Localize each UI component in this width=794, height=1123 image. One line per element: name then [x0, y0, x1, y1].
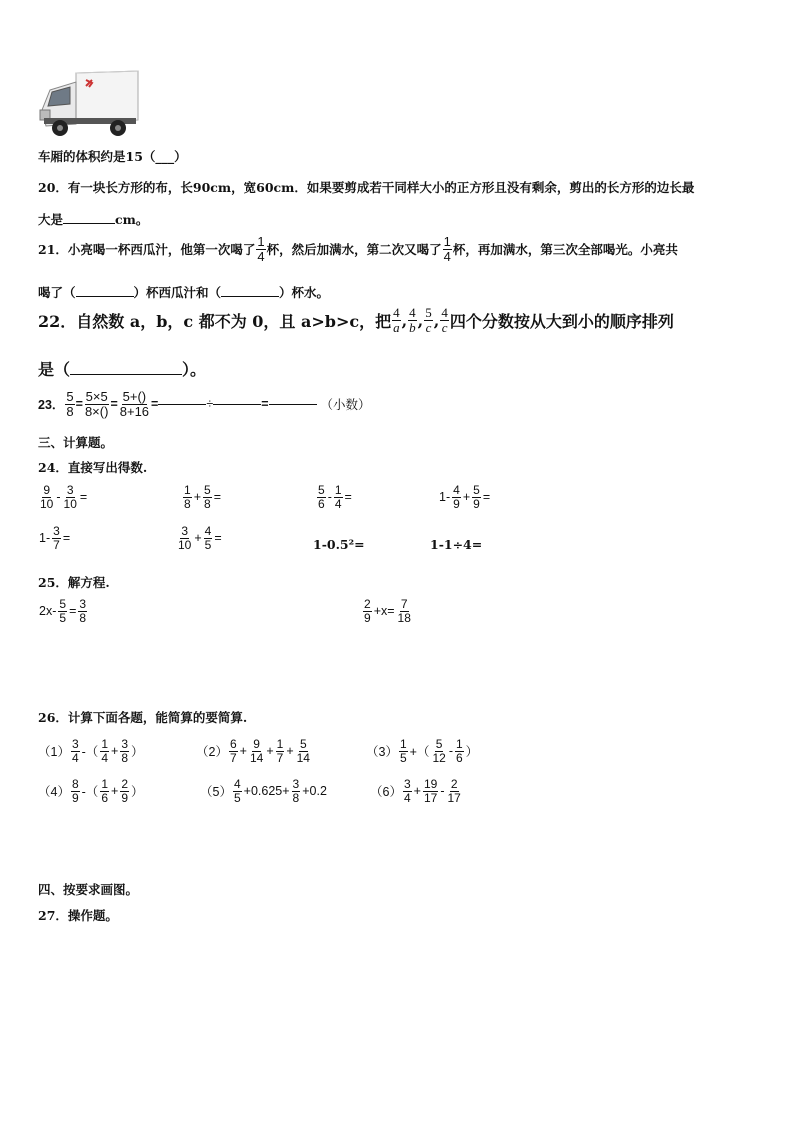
fraction: [249, 738, 264, 764]
numerator: 3: [292, 777, 300, 791]
operator: +: [194, 531, 202, 546]
fraction: [100, 778, 109, 804]
denominator: 8: [121, 750, 128, 765]
fraction: [440, 306, 449, 334]
operator: +（: [409, 745, 430, 760]
item-label: （5）: [200, 785, 232, 800]
denominator: 4: [334, 496, 342, 511]
q23-blank-1[interactable]: [158, 404, 206, 405]
numerator: 5: [425, 305, 432, 320]
numerator: 5: [435, 737, 443, 751]
fraction: [296, 738, 311, 764]
numerator: 1: [276, 737, 284, 751]
numerator: 5: [318, 483, 325, 497]
fraction: [78, 598, 87, 624]
denominator: 9: [71, 790, 79, 805]
numerator: 19: [423, 777, 438, 791]
numerator: 9: [253, 737, 260, 751]
fraction: [276, 738, 285, 764]
denominator: a: [393, 319, 400, 335]
q25-equation: [362, 598, 413, 624]
denominator: 7: [229, 750, 237, 765]
operator: =: [214, 531, 222, 546]
q24-expr: 1-0.5²=: [313, 537, 365, 552]
numerator: 1: [455, 737, 463, 751]
q26-item: [196, 738, 312, 764]
denominator: 4: [71, 750, 79, 765]
numerator: 2: [450, 777, 458, 791]
numerator: 4: [233, 777, 241, 791]
q26-item: [366, 738, 479, 764]
item-label: （6）: [370, 785, 402, 800]
fraction: [120, 778, 129, 804]
operator: =: [79, 490, 88, 505]
numerator: 4: [453, 483, 460, 497]
fraction: [392, 306, 401, 334]
denominator: 10: [178, 537, 192, 552]
denominator: 9: [121, 790, 128, 805]
denominator: c: [425, 319, 432, 335]
operator: +: [286, 744, 294, 759]
numerator: 8: [71, 777, 79, 791]
operator: =: [62, 531, 71, 546]
denominator: 8: [184, 496, 191, 511]
numerator: 1: [101, 737, 108, 751]
numerator: 3: [66, 483, 74, 497]
fraction: [408, 306, 417, 334]
q20-blank[interactable]: [63, 223, 115, 224]
q26-item: [38, 738, 145, 764]
operator: 2x-: [39, 604, 57, 619]
numerator: 5: [204, 483, 211, 497]
fraction: [472, 484, 481, 510]
numerator: 5: [473, 483, 480, 497]
fraction: [424, 306, 433, 334]
fraction: [452, 484, 461, 510]
q22-line1: 22．自然数 a，b，c 都不为 0，且 a>b>c，把 $\frac{4}{a}$ , $\frac{4}{b}$ , $\frac{5}{c}$ , $\frac{4}{c}$ 四个分数按从大到小的顺序排列: [38, 305, 674, 335]
denominator: 5: [399, 750, 407, 765]
operator: -: [56, 490, 61, 505]
q22-blank[interactable]: [70, 374, 182, 375]
item-label: （1）: [38, 745, 70, 760]
denominator: 7: [276, 750, 284, 765]
q25-title: 25．解方程.: [38, 575, 110, 590]
fraction: [58, 598, 67, 624]
fraction: [363, 598, 372, 624]
denominator: 9: [473, 496, 480, 511]
denominator: 7: [53, 537, 60, 552]
numerator: 3: [71, 737, 79, 751]
denominator: 17: [423, 790, 438, 805]
fraction: $\frac{1}{4}$: [257, 234, 265, 264]
fraction: [399, 738, 408, 764]
numerator: 9: [43, 483, 51, 497]
q24-expr: [38, 525, 71, 551]
q26-title: 26．计算下面各题，能简算的要简算.: [38, 710, 248, 725]
fraction: [233, 778, 242, 804]
q20-line1: 20．有一块长方形的布，长90cm，宽60cm．如果要剪成若干同样大小的正方形且没有剩余，剪出的长方形的边长最: [38, 180, 695, 195]
fraction: [39, 484, 54, 510]
denominator: 5: [204, 537, 212, 552]
operator: -: [448, 744, 453, 759]
numerator: 3: [181, 524, 189, 538]
numerator: 1: [101, 777, 108, 791]
numerator: 3: [53, 524, 60, 538]
operator: =: [213, 490, 221, 505]
operator: +0.2: [302, 784, 327, 799]
numerator: 6: [229, 737, 237, 751]
numerator: 3: [403, 777, 411, 791]
q24-expr: [316, 484, 353, 510]
denominator: 8: [79, 610, 87, 625]
denominator: 4: [403, 790, 411, 805]
operator: 1-: [439, 490, 451, 505]
operator: ）: [131, 745, 144, 760]
operator: =: [482, 490, 491, 505]
denominator: b: [409, 319, 416, 335]
q25-equation: [38, 598, 88, 624]
fraction: [403, 778, 412, 804]
operator: -: [327, 490, 332, 505]
item-label: （2）: [196, 745, 228, 760]
separator: ,: [433, 310, 440, 330]
numerator: 5: [59, 597, 67, 611]
denominator: 8: [292, 790, 300, 805]
q22-line2: 是（ ）。: [38, 360, 207, 379]
denominator: 14: [296, 750, 310, 765]
q23-blank-3[interactable]: [269, 404, 317, 405]
numerator: 1: [399, 737, 407, 751]
fraction: [183, 484, 192, 510]
denominator: 4: [101, 750, 108, 765]
denominator: 10: [40, 496, 54, 511]
operator: +0.625+: [243, 784, 290, 799]
operator: -: [440, 784, 445, 799]
section-4-title: 四、按要求画图。: [38, 882, 139, 897]
denominator: 9: [453, 496, 460, 511]
operator: +: [111, 784, 119, 799]
denominator: 18: [397, 610, 411, 625]
q26-item: [370, 778, 463, 804]
operator: +: [111, 744, 119, 759]
truck-caption: 车厢的体积约是15（___）: [38, 149, 187, 164]
item-label: （3）: [366, 745, 398, 760]
operator: -（: [81, 785, 99, 800]
q26-item: [38, 778, 145, 804]
fraction: [397, 598, 412, 624]
q20-line2: 大是 cm。: [38, 212, 149, 227]
fraction: $\frac{5}{8}$: [66, 389, 74, 419]
denominator: 9: [364, 610, 371, 625]
operator: =: [69, 604, 77, 619]
numerator: 5: [299, 737, 307, 751]
fraction: [203, 484, 212, 510]
operator: -（: [81, 745, 99, 760]
q24-expr: 1-1÷4=: [430, 537, 483, 552]
denominator: 6: [101, 790, 108, 805]
denominator: 14: [249, 750, 264, 765]
separator: ,: [417, 310, 424, 330]
fraction: [317, 484, 326, 510]
fraction: [431, 738, 446, 764]
q24-expr: [38, 484, 88, 510]
numerator: 7: [400, 597, 408, 611]
denominator: 12: [432, 750, 446, 765]
operator: +: [266, 744, 274, 759]
operator: ）: [465, 745, 479, 760]
operator: +: [239, 744, 247, 759]
fraction: [423, 778, 438, 804]
q23-blank-2[interactable]: [213, 404, 261, 405]
numerator: 4: [204, 524, 212, 538]
numerator: 3: [121, 737, 128, 751]
q21-blank-water[interactable]: [221, 296, 279, 297]
q27-title: 27．操作题。: [38, 908, 118, 923]
fraction: $\frac{1}{4}$: [443, 234, 451, 264]
fraction: [292, 778, 301, 804]
operator: =: [344, 490, 352, 505]
q24-expr: [182, 484, 222, 510]
q26-item: [200, 778, 328, 804]
fraction: [177, 525, 192, 551]
q21-blank-juice[interactable]: [76, 296, 134, 297]
denominator: c: [441, 319, 448, 335]
q21-line1: 21．小亮喝一杯西瓜汁，他第一次喝了 $\frac{1}{4}$ 杯，然后加满水，第二次又喝了 $\frac{1}{4}$ 杯，再加满水，第三次全部喝光。小亮共: [38, 234, 678, 264]
fraction: [229, 738, 238, 764]
fraction: [120, 738, 129, 764]
fraction: [63, 484, 78, 510]
section-3-title: 三、计算题。: [38, 435, 114, 450]
q24-title: 24．直接写出得数.: [38, 460, 148, 475]
numerator: 4: [409, 305, 416, 320]
q24-expr: [176, 525, 223, 551]
operator: 1-: [39, 531, 51, 546]
q24-expr: [438, 484, 491, 510]
denominator: 17: [447, 790, 461, 805]
numerator: 2: [364, 597, 371, 611]
fraction: [71, 738, 80, 764]
operator: +x=: [373, 604, 395, 619]
denominator: 8: [204, 496, 211, 511]
item-label: （4）: [38, 785, 70, 800]
fraction: [334, 484, 343, 510]
denominator: 5: [59, 610, 67, 625]
fraction: [52, 525, 61, 551]
fraction: [204, 525, 213, 551]
denominator: 10: [63, 496, 77, 511]
numerator: 2: [121, 777, 128, 791]
q22-fractions: [391, 306, 450, 334]
operator: +: [462, 490, 471, 505]
operator: ）: [131, 785, 144, 800]
operator: +: [413, 784, 421, 799]
fraction: $\frac{5+()}{8+16}$: [119, 389, 150, 419]
fraction: [100, 738, 109, 764]
fraction: [446, 778, 461, 804]
numerator: 3: [79, 597, 87, 611]
q21-line2: 喝了（ ）杯西瓜汁和（ ）杯水。: [38, 285, 330, 300]
denominator: 6: [455, 750, 463, 765]
denominator: 5: [233, 790, 241, 805]
q23-line: 23． $\frac{5}{8}$ = $\frac{5\times 5}{8\times()}$ = $\frac{5+()}{8+16}$ = ÷ = （小数）: [38, 389, 371, 419]
fraction: $\frac{5\times 5}{8\times()}$: [84, 389, 109, 419]
numerator: 4: [441, 305, 448, 320]
truck-image: [34, 68, 144, 138]
numerator: 1: [184, 483, 191, 497]
separator: ,: [401, 310, 408, 330]
denominator: 6: [318, 496, 325, 511]
operator: +: [193, 490, 201, 505]
numerator: 4: [393, 305, 400, 320]
fraction: [71, 778, 80, 804]
numerator: 1: [334, 483, 342, 497]
fraction: [455, 738, 464, 764]
